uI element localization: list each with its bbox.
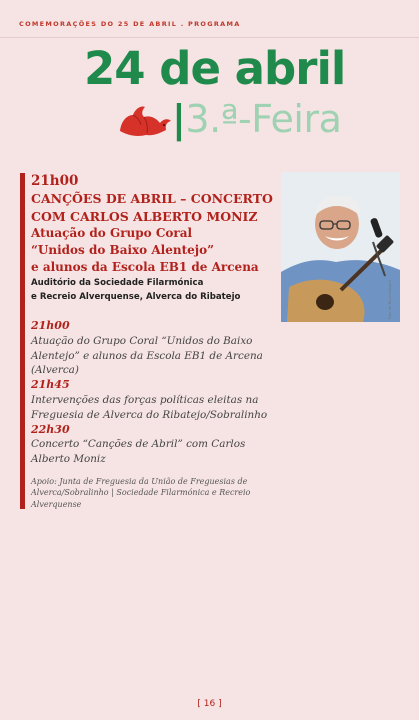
weekday-separator: | [172,97,186,141]
event-content [31,173,281,510]
event-date: 24 de abril [84,42,346,95]
dove-logo-icon [118,104,172,142]
event-venue [31,277,281,304]
event-subtitle-line-3: e alunos da Escola EB1 de Arcena [31,260,259,274]
page-number: [ 16 ] [197,699,222,709]
performer-photo [281,172,400,322]
schedule-time: 22h30 [31,422,70,436]
event-weekday [172,97,342,141]
event-subtitle-line-1: Atuação do Grupo Coral [31,226,193,240]
performer-illustration [281,172,400,322]
event-title-line-2: COM CARLOS ALBERTO MONIZ [31,208,258,224]
event-title-line-1: CANÇÕES DE ABRIL – CONCERTO [31,191,273,206]
section-accent-bar [20,173,25,509]
event-venue-line-2: e Recreio Alverquense, Alverca do Ribatejo [31,291,241,302]
page-header: COMEMORAÇÕES DO 25 DE ABRIL . PROGRAMA [19,20,241,28]
support-note: Apoio: Junta de Freguesia da União de Freguesias de Alverca/Sobralinho | Sociedade Filarmónica e Recreio Alverquense [31,476,251,509]
schedule-description: Concerto “Canções de Abril” com Carlos Alberto Moniz [31,438,246,466]
schedule-list [31,319,286,467]
event-venue-line-1: Auditório da Sociedade Filarmónica [31,278,204,288]
event-subtitle-line-2: “Unidos do Baixo Alentejo” [31,243,215,257]
photo-credit: Foto de Nuno Leligero [388,279,392,319]
schedule-time: 21h45 [31,378,70,392]
schedule-description: Atuação do Grupo Coral “Unidos do Baixo Alentejo” e alunos da Escola EB1 de Arcena (Alverca) [31,334,263,377]
header-divider [0,37,419,38]
schedule-description: Intervenções das forças políticas eleitas na Freguesia de Alverca do Ribatejo/Sobralinho [31,393,268,421]
event-time: 21h00 [31,173,79,189]
weekday-label: 3.ª-Feira [185,97,342,141]
schedule-time: 21h00 [31,319,70,332]
